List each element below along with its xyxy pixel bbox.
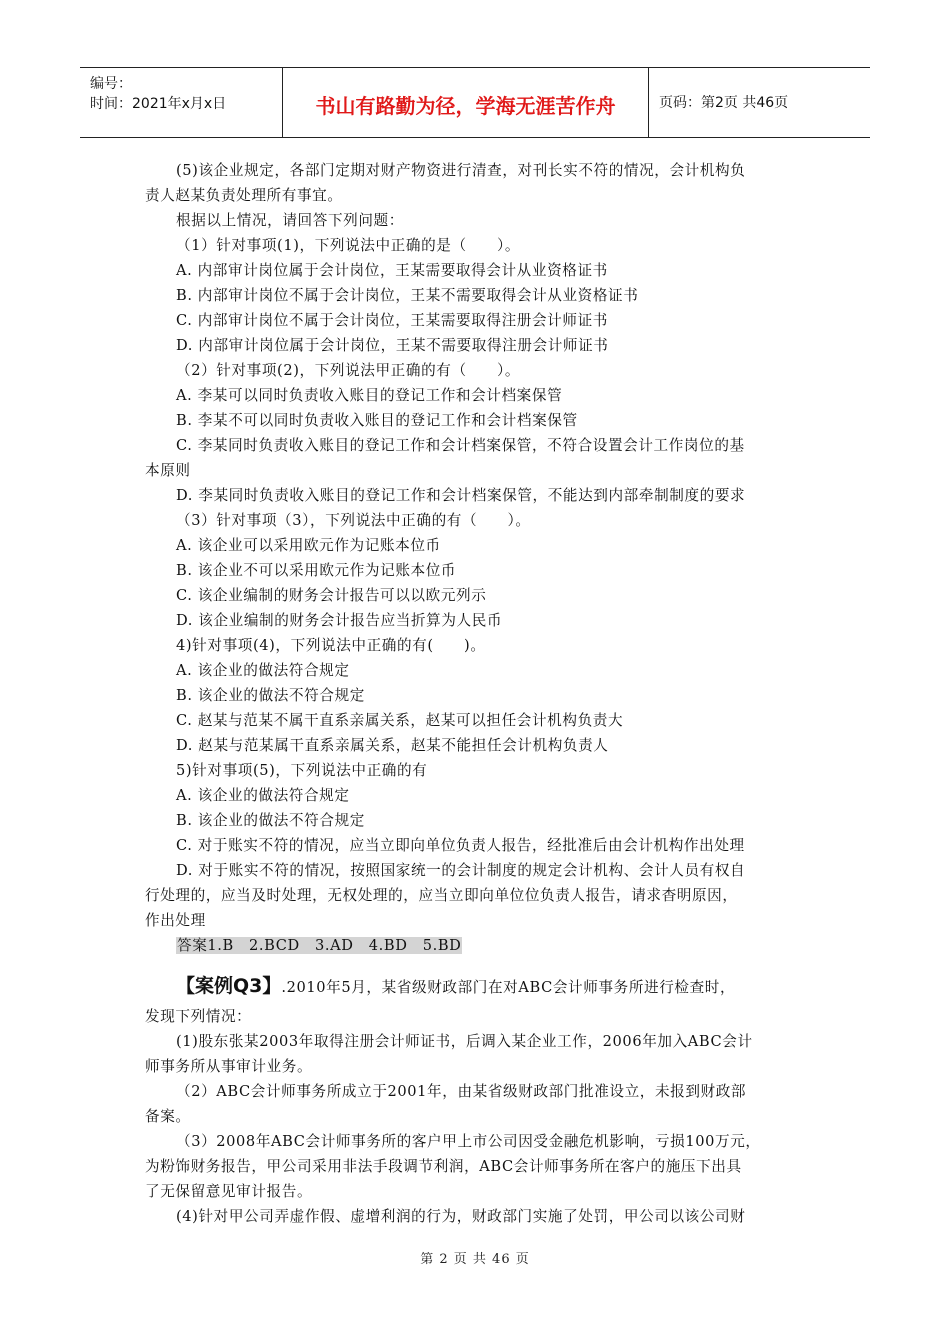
text-line: (1)股东张某2003年取得注册会计师证书，后调入某企业工作，2006年加入ABC会计 bbox=[176, 1033, 753, 1050]
text-line: 本原则 bbox=[145, 462, 191, 479]
text-line: 行处理的，应当及时处理，无权处理的，应当立即向单位位负责人报告，请求杳明原因， bbox=[145, 887, 738, 904]
document-number-label: 编号： bbox=[90, 76, 132, 92]
document-date-label: 时间：2021年x月x日 bbox=[90, 96, 227, 112]
option-b: B. 内部审计岗位不属于会计岗位，王某不需要取得会计从业资格证书 bbox=[176, 287, 639, 304]
option-d: D. 对于账实不符的情况，按照国家统一的会计制度的规定会计机构、会计人员有权自 bbox=[176, 862, 746, 879]
answer-key bbox=[176, 936, 462, 956]
text-line: 为粉饰财务报告，甲公司采用非法手段调节利润，ABC会计师事务所在客户的施压下出具 bbox=[145, 1158, 742, 1175]
header-page-number: 页码：第2页 共46页 bbox=[659, 95, 789, 111]
option-a: A. 该企业的做法符合规定 bbox=[176, 787, 350, 804]
case-heading: 【案例Q3】 bbox=[176, 975, 282, 997]
answer-highlight: 答案1.B 2.BCD 3.AD 4.BD 5.BD bbox=[177, 937, 462, 954]
question-1: （1）针对事项(1)，下列说法中正确的是（ ）。 bbox=[176, 237, 521, 254]
text-line: （3）2008年ABC会计师事务所的客户甲上市公司因受金融危机影响，亏损100万元， bbox=[176, 1133, 761, 1150]
text-line: 作出处理 bbox=[145, 912, 206, 929]
page-footer: 第 2 页 共 46 页 bbox=[420, 1252, 530, 1267]
text-line: 师事务所从事审计业务。 bbox=[145, 1058, 313, 1075]
page-header bbox=[80, 67, 870, 138]
option-b: B. 该企业的做法不符合规定 bbox=[176, 812, 365, 829]
motto-text: 书山有路勤为径，学海无涯苦作舟 bbox=[315, 94, 616, 118]
text-line: （2）ABC会计师事务所成立于2001年，由某省级财政部门批准设立，未报到财政部 bbox=[176, 1083, 747, 1100]
question-2: （2）针对事项(2)，下列说法甲正确的有（ ）。 bbox=[176, 362, 521, 379]
question-5: 5)针对事项(5)，下列说法中正确的有 bbox=[176, 762, 428, 779]
text-line: (5)该企业规定，各部门定期对财产物资进行清查，对刊长实不符的情况，会计机构负 bbox=[176, 162, 746, 179]
question-3: （3）针对事项（3），下列说法中正确的有（ ）。 bbox=[176, 512, 531, 529]
header-motto-cell bbox=[283, 68, 649, 137]
option-c: C. 该企业编制的财务会计报告可以以欧元列示 bbox=[176, 587, 487, 604]
header-page-cell bbox=[649, 68, 870, 137]
case-intro: .2010年5月，某省级财政部门在对ABC会计师事务所进行检查时， bbox=[281, 979, 736, 996]
option-d: D. 内部审计岗位属于会计岗位，王某不需要取得注册会计师证书 bbox=[176, 337, 609, 354]
option-d: D. 该企业编制的财务会计报告应当折算为人民币 bbox=[176, 612, 503, 629]
text-line: 备案。 bbox=[145, 1108, 191, 1125]
option-c: C. 李某同时负责收入账目的登记工作和会计档案保管，不符合设置会计工作岗位的基 bbox=[176, 437, 745, 454]
text-line: 责人赵某负责处理所有事宜。 bbox=[145, 187, 343, 204]
option-a: A. 该企业可以采用欧元作为记账本位币 bbox=[176, 537, 441, 554]
option-d: D. 赵某与范某属干直系亲属关系，赵某不能担任会计机构负责人 bbox=[176, 737, 609, 754]
text-line: (4)针对甲公司弄虚作假、虚增利润的行为，财政部门实施了处罚，甲公司以该公司财 bbox=[176, 1208, 746, 1225]
case-title-line bbox=[176, 973, 735, 999]
question-4: 4)针对事项(4)，下列说法中正确的有( )。 bbox=[176, 637, 486, 654]
option-c: C. 内部审计岗位不属于会计岗位，王某需要取得注册会计师证书 bbox=[176, 312, 608, 329]
option-b: B. 该企业的做法不符合规定 bbox=[176, 687, 365, 704]
header-info-cell bbox=[80, 68, 283, 137]
option-b: B. 李某不可以同时负责收入账目的登记工作和会计档案保管 bbox=[176, 412, 578, 429]
option-d: D. 李某同时负责收入账目的登记工作和会计档案保管，不能达到内部牵制制度的要求 bbox=[176, 487, 746, 504]
option-a: A. 该企业的做法符合规定 bbox=[176, 662, 350, 679]
option-b: B. 该企业不可以采用欧元作为记账本位币 bbox=[176, 562, 457, 579]
text-line: 根据以上情况，请回答下列问题： bbox=[176, 212, 404, 229]
option-c: C. 赵某与范某不属干直系亲属关系，赵某可以担任会计机构负责大 bbox=[176, 712, 624, 729]
option-c: C. 对于账实不符的情况，应当立即向单位负责人报告，经批准后由会计机构作出处理 bbox=[176, 837, 745, 854]
option-a: A. 李某可以同时负责收入账目的登记工作和会计档案保管 bbox=[176, 387, 563, 404]
text-line: 发现下列情况： bbox=[145, 1008, 252, 1025]
option-a: A. 内部审计岗位属于会计岗位，王某需要取得会计从业资格证书 bbox=[176, 262, 608, 279]
text-line: 了无保留意见审计报告。 bbox=[145, 1183, 313, 1200]
